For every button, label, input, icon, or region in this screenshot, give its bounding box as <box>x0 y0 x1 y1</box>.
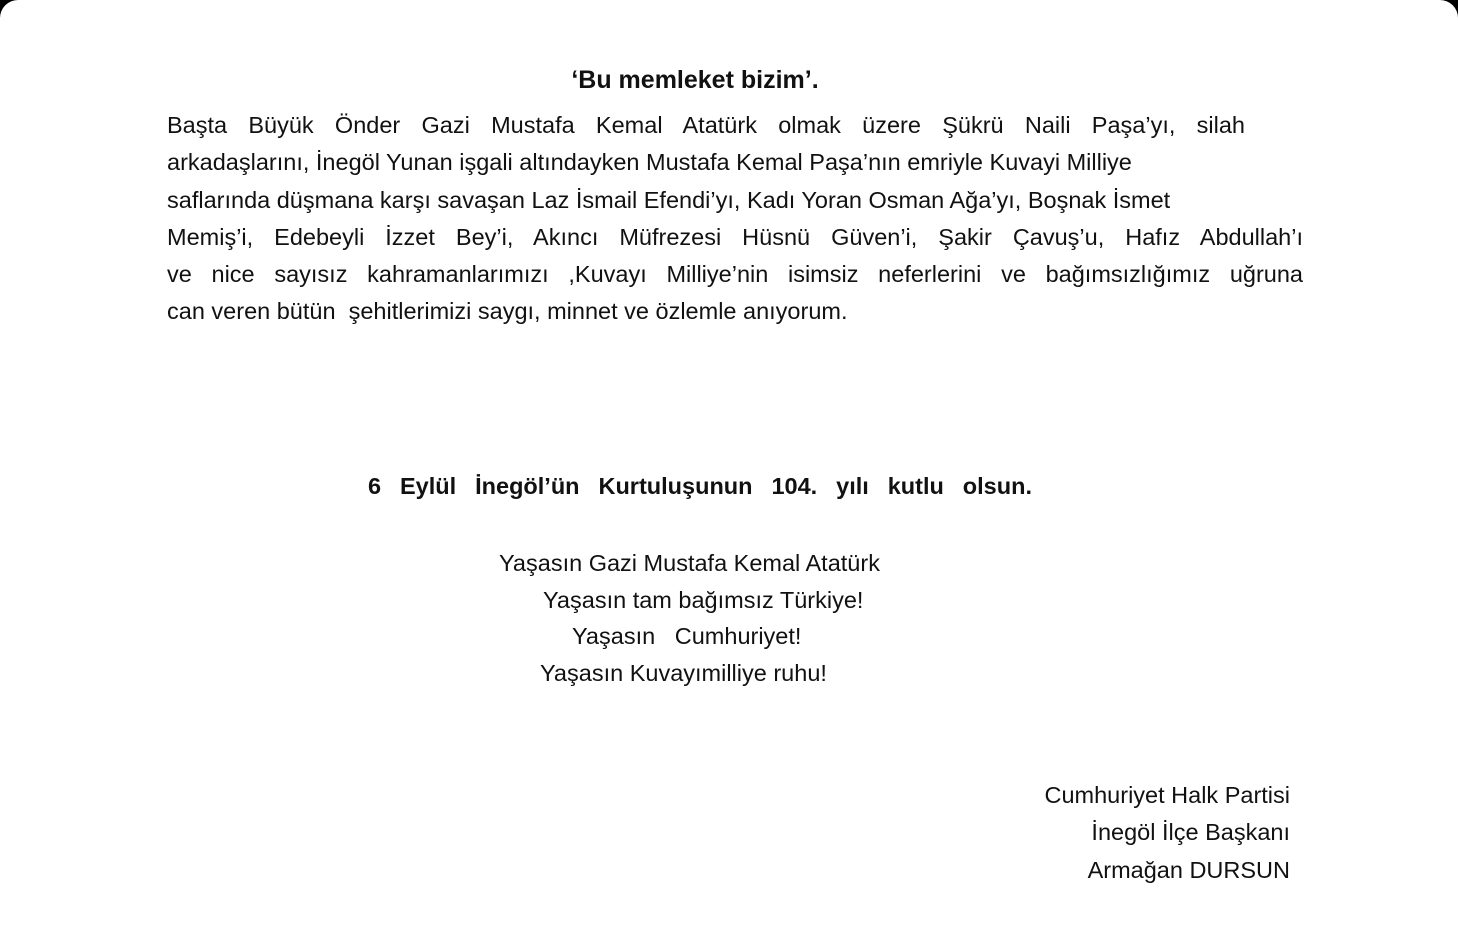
paragraph-line: ve nice sayısız kahramanlarımızı ,Kuvayı Milliye’nin isimsiz neferlerini ve bağımsızlığımız uğruna <box>167 261 1303 288</box>
paragraph-line: can veren bütün şehitlerimizi saygı, minnet ve özlemle anıyorum. <box>167 298 848 325</box>
slogan-line: Yaşasın Gazi Mustafa Kemal Atatürk <box>499 550 880 576</box>
anniversary-headline: 6 Eylül İnegöl’ün Kurtuluşunun 104. yılı kutlu olsun. <box>368 473 1032 499</box>
slogan-line: Yaşasın tam bağımsız Türkiye! <box>543 587 864 613</box>
slogan-line: Yaşasın Kuvayımilliye ruhu! <box>540 660 827 686</box>
slogan-line: Yaşasın Cumhuriyet! <box>572 623 802 649</box>
paragraph-line: Başta Büyük Önder Gazi Mustafa Kemal Atatürk olmak üzere Şükrü Naili Paşa’yı, silah <box>167 112 1245 138</box>
signature-position: İnegöl İlçe Başkanı <box>1091 819 1290 845</box>
paragraph-line: arkadaşlarını, İnegöl Yunan işgali altındayken Mustafa Kemal Paşa’nın emriyle Kuvayi Milliye <box>167 149 1132 176</box>
document-paragraph <box>167 107 1307 331</box>
signature-name: Armağan DURSUN <box>1087 857 1290 883</box>
paragraph-line: Memiş’i, Edebeyli İzzet Bey’i, Akıncı Müfrezesi Hüsnü Güven’i, Şakir Çavuş’u, Hafız Abdullah’ı <box>167 223 1303 250</box>
paragraph-line: saflarında düşmana karşı savaşan Laz İsmail Efendi’yı, Kadı Yoran Osman Ağa’yı, Boşnak İsmet <box>167 186 1171 213</box>
signature-party: Cumhuriyet Halk Partisi <box>1044 782 1290 808</box>
document-title: ‘Bu memleket bizim’. <box>571 66 819 94</box>
